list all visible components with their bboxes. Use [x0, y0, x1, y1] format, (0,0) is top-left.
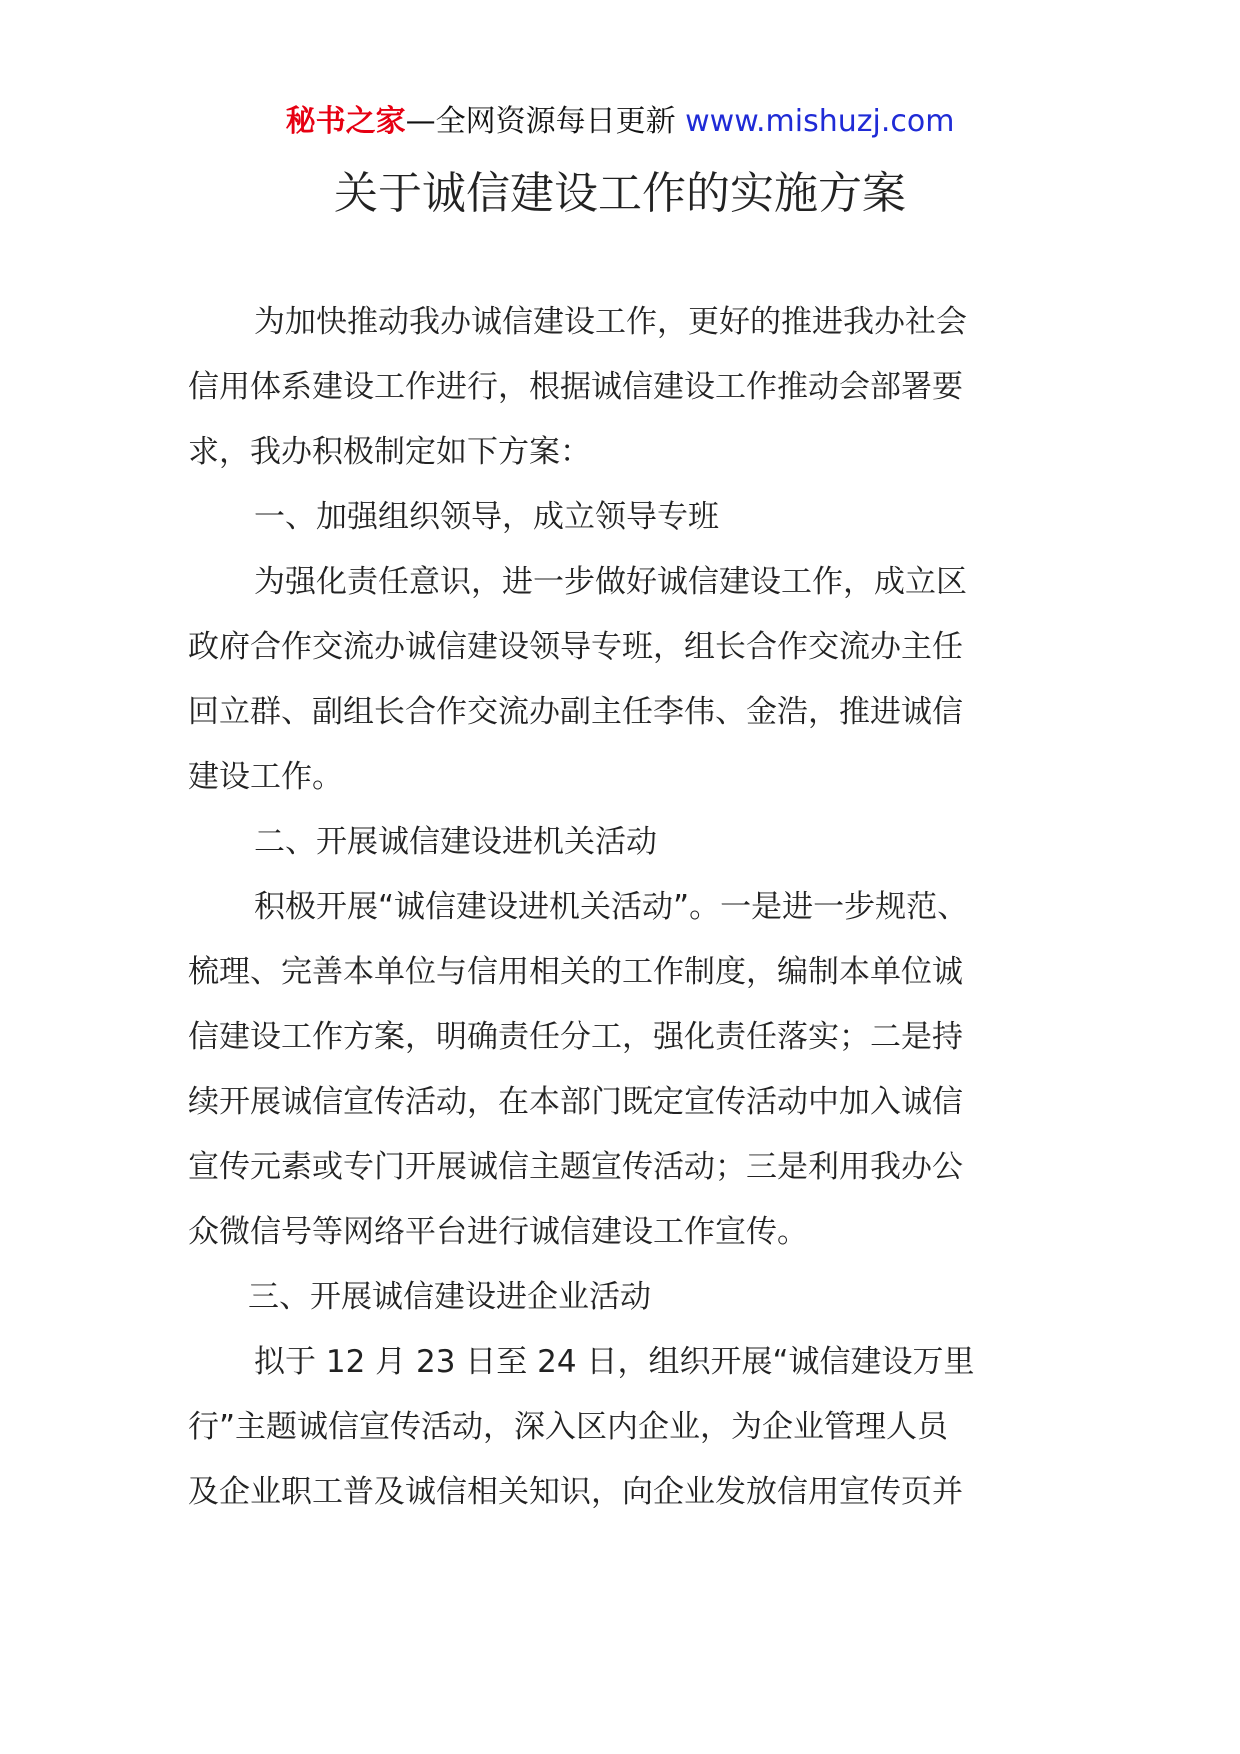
paragraph-line: 梳理、完善本单位与信用相关的工作制度，编制本单位诚	[188, 954, 963, 990]
paragraph-line: 为强化责任意识，进一步做好诚信建设工作，成立区	[254, 564, 967, 600]
paragraph-line: 续开展诚信宣传活动，在本部门既定宣传活动中加入诚信	[188, 1084, 963, 1120]
paragraph-line: 及企业职工普及诚信相关知识，向企业发放信用宣传页并	[188, 1474, 963, 1510]
document-body	[188, 290, 1068, 1525]
site-header	[0, 100, 1240, 144]
paragraph-line: 信建设工作方案，明确责任分工，强化责任落实；二是持	[188, 1019, 963, 1055]
paragraph-line: 宣传元素或专门开展诚信主题宣传活动；三是利用我办公	[188, 1149, 963, 1185]
section-heading: 二、开展诚信建设进机关活动	[254, 824, 657, 860]
section-heading: 三、开展诚信建设进企业活动	[248, 1279, 651, 1315]
site-url[interactable]: www.mishuzj.com	[685, 104, 955, 139]
brand-name: 秘书之家	[285, 104, 406, 139]
section-heading: 一、加强组织领导，成立领导专班	[254, 499, 719, 535]
paragraph-line: 行”主题诚信宣传活动，深入区内企业，为企业管理人员	[188, 1409, 949, 1445]
paragraph-line: 求，我办积极制定如下方案：	[188, 434, 591, 470]
document-title: 关于诚信建设工作的实施方案	[334, 168, 906, 219]
paragraph-line: 众微信号等网络平台进行诚信建设工作宣传。	[188, 1214, 808, 1250]
paragraph-line: 积极开展“诚信建设进机关活动”。一是进一步规范、	[254, 889, 969, 925]
paragraph-line: 信用体系建设工作进行，根据诚信建设工作推动会部署要	[188, 369, 963, 405]
paragraph-line: 政府合作交流办诚信建设领导专班，组长合作交流办主任	[188, 629, 963, 665]
paragraph-line: 回立群、副组长合作交流办副主任李伟、金浩，推进诚信	[188, 694, 963, 730]
header-slogan: —全网资源每日更新	[405, 104, 676, 139]
paragraph-line: 为加快推动我办诚信建设工作，更好的推进我办社会	[254, 304, 967, 340]
paragraph-line: 拟于 12 月 23 日至 24 日，组织开展“诚信建设万里	[254, 1344, 975, 1380]
paragraph-line: 建设工作。	[188, 759, 343, 795]
